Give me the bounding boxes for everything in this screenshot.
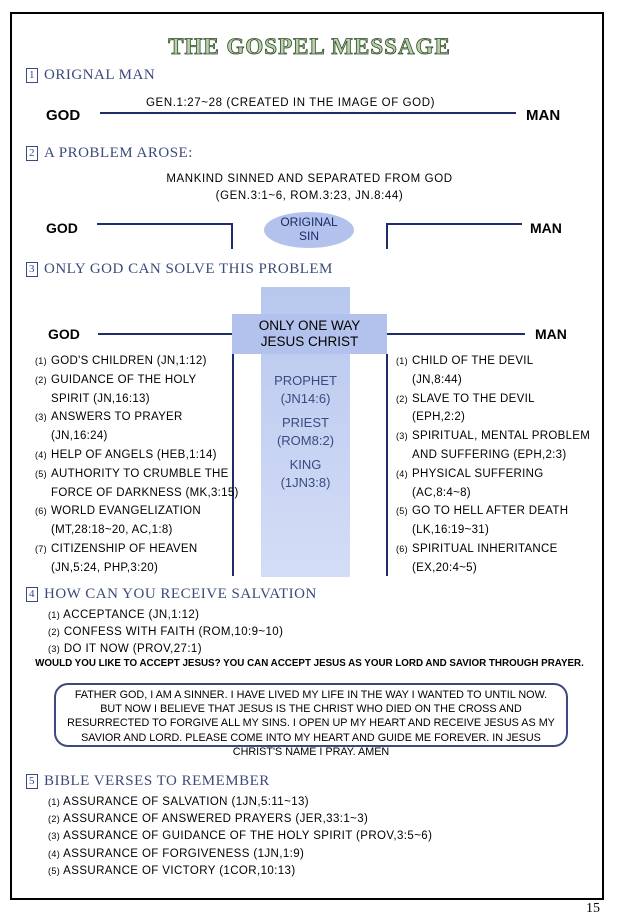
- man-label: MAN: [535, 326, 567, 342]
- list-item: (2) SLAVE TO THE DEVIL: [396, 392, 535, 405]
- god-side-line: [97, 223, 233, 225]
- list-item: (5) AUTHORITY TO CRUMBLE THE: [35, 467, 229, 480]
- list-item: (6) WORLD EVANGELIZATION: [35, 505, 201, 518]
- separation-text: MANKIND SINNED AND SEPARATED FROM GOD: [166, 173, 453, 185]
- man-label: MAN: [530, 220, 562, 236]
- god-connection-line: [98, 333, 232, 335]
- oval-line-1: ORIGINAL: [280, 215, 338, 229]
- list-item-cont: (MT,28:18~20, AC,1:8): [51, 524, 173, 537]
- section-number: 5: [26, 774, 38, 789]
- connection-line: [100, 112, 516, 114]
- right-divider: [386, 354, 388, 576]
- page-title: THE GOSPEL MESSAGE: [168, 34, 451, 59]
- list-item-cont: (EPH,2:2): [412, 411, 466, 424]
- section-title: HOW CAN YOU RECEIVE SALVATION: [44, 586, 317, 602]
- list-item: (2) ASSURANCE OF ANSWERED PRAYERS (JER,33:1~3): [48, 813, 369, 826]
- way-line-2: JESUS CHRIST: [260, 334, 359, 349]
- section-1-heading: [26, 67, 155, 84]
- role-king: KING: [289, 457, 322, 472]
- role-priest-ref: (ROM8:2): [276, 433, 335, 448]
- only-one-way-label: [232, 318, 387, 350]
- list-item: (4) ASSURANCE OF FORGIVENESS (1JN,1:9): [48, 847, 305, 860]
- prayer-box: [54, 683, 568, 758]
- list-item: (1) CHILD OF THE DEVIL: [396, 355, 534, 367]
- section-3-heading: [26, 261, 333, 278]
- section-5-heading: [26, 773, 270, 790]
- man-side-line: [386, 223, 522, 225]
- list-item: (2) CONFESS WITH FAITH (ROM,10:9~10): [48, 626, 284, 638]
- list-item-cont: (LK,16:19~31): [412, 524, 490, 537]
- list-item: (3) ANSWERS TO PRAYER: [35, 411, 183, 424]
- list-item: (7) CITIZENSHIP OF HEAVEN: [35, 542, 198, 555]
- list-item-cont: FORCE OF DARKNESS (MK,3:15): [51, 486, 239, 499]
- role-prophet-ref: (JN14:6): [280, 391, 331, 406]
- verses-list: [48, 794, 432, 880]
- way-line-1: ONLY ONE WAY: [258, 318, 361, 333]
- prayer-text: FATHER GOD, I AM A SINNER. I HAVE LIVED MY LIFE IN THE WAY I WANTED TO UNTIL NOW. BUT NOW I BELIEVE THAT JESUS IS THE CHRIST WHO DIED ON THE CROSS AND RESURRECTED TO FORGIVE ALL MY SINS. I OPEN UP MY HEART AND RECEIVE JESUS AS MY SAVIOR AND LORD. PLEASE COME INTO MY HEART AND GUIDE ME FOREVER. IN JESUS CHRIST'S NAME I PRAY. AMEN: [67, 689, 555, 758]
- section-number: 3: [26, 262, 38, 277]
- oval-line-2: SIN: [298, 229, 319, 243]
- list-item: (1) GOD'S CHILDREN (JN,1:12): [35, 355, 207, 367]
- list-item: (3) DO IT NOW (PROV,27:1): [48, 643, 202, 655]
- list-item: (3) SPIRITUAL, MENTAL PROBLEM: [396, 430, 591, 443]
- god-side-drop: [231, 223, 233, 249]
- christ-roles: [261, 372, 350, 492]
- original-sin-oval: [264, 212, 354, 248]
- man-connection-line: [387, 333, 525, 335]
- list-item-cont: (EX,20:4~5): [412, 561, 477, 574]
- consequences-list: [396, 352, 590, 578]
- salvation-steps: [48, 607, 283, 658]
- section-title: BIBLE VERSES TO REMEMBER: [44, 773, 270, 789]
- list-item-cont: (AC,8:4~8): [412, 486, 471, 499]
- page-number: 15: [586, 901, 600, 916]
- section-title: ONLY GOD CAN SOLVE THIS PROBLEM: [44, 261, 333, 277]
- list-item: (4) HELP OF ANGELS (HEB,1:14): [35, 448, 217, 461]
- list-item: (2) GUIDANCE OF THE HOLY: [35, 373, 197, 386]
- god-label: GOD: [48, 326, 80, 342]
- list-item: (1) ASSURANCE OF SALVATION (1JN,5:11~13): [48, 796, 310, 808]
- section-number: 2: [26, 146, 38, 161]
- list-item-cont: (JN,16:24): [51, 430, 108, 443]
- creation-verse: GEN.1:27~28 (CREATED IN THE IMAGE OF GOD): [146, 97, 436, 109]
- list-item: (5) GO TO HELL AFTER DEATH: [396, 505, 569, 518]
- man-side-drop: [386, 223, 388, 249]
- list-item: (4) PHYSICAL SUFFERING: [396, 467, 544, 480]
- role-king-ref: (1JN3:8): [280, 475, 331, 490]
- section-4-heading: [26, 586, 317, 603]
- role-prophet: PROPHET: [274, 373, 337, 388]
- list-item: (5) ASSURANCE OF VICTORY (1COR,10:13): [48, 864, 296, 877]
- section-title: ORIGNAL MAN: [44, 67, 156, 83]
- section-number: 4: [26, 587, 38, 602]
- separation-verses: (GEN.3:1~6, ROM.3:23, JN.8:44): [215, 190, 404, 202]
- list-item-cont: SPIRIT (JN,16:13): [51, 392, 150, 405]
- list-item: (6) SPIRITUAL INHERITANCE: [396, 542, 558, 555]
- list-item-cont: (JN,8:44): [412, 373, 462, 386]
- list-item: (1) ACCEPTANCE (JN,1:12): [48, 609, 200, 621]
- god-label: GOD: [46, 220, 78, 236]
- invitation-question: WOULD YOU LIKE TO ACCEPT JESUS? YOU CAN ACCEPT JESUS AS YOUR LORD AND SAVIOR THROUGH PRAYER.: [35, 658, 584, 669]
- section-2-heading: [26, 145, 193, 162]
- man-label: MAN: [526, 107, 561, 124]
- list-item: (3) ASSURANCE OF GUIDANCE OF THE HOLY SPIRIT (PROV,3:5~6): [48, 830, 433, 843]
- section-title: A PROBLEM AROSE:: [44, 145, 193, 161]
- blessings-list: [35, 352, 239, 578]
- role-priest: PRIEST: [282, 415, 329, 430]
- list-item-cont: (JN,5:24, PHP,3:20): [51, 561, 159, 574]
- section-number: 1: [26, 68, 38, 83]
- god-label: GOD: [46, 107, 81, 124]
- list-item-cont: AND SUFFERING (EPH,2:3): [412, 448, 567, 461]
